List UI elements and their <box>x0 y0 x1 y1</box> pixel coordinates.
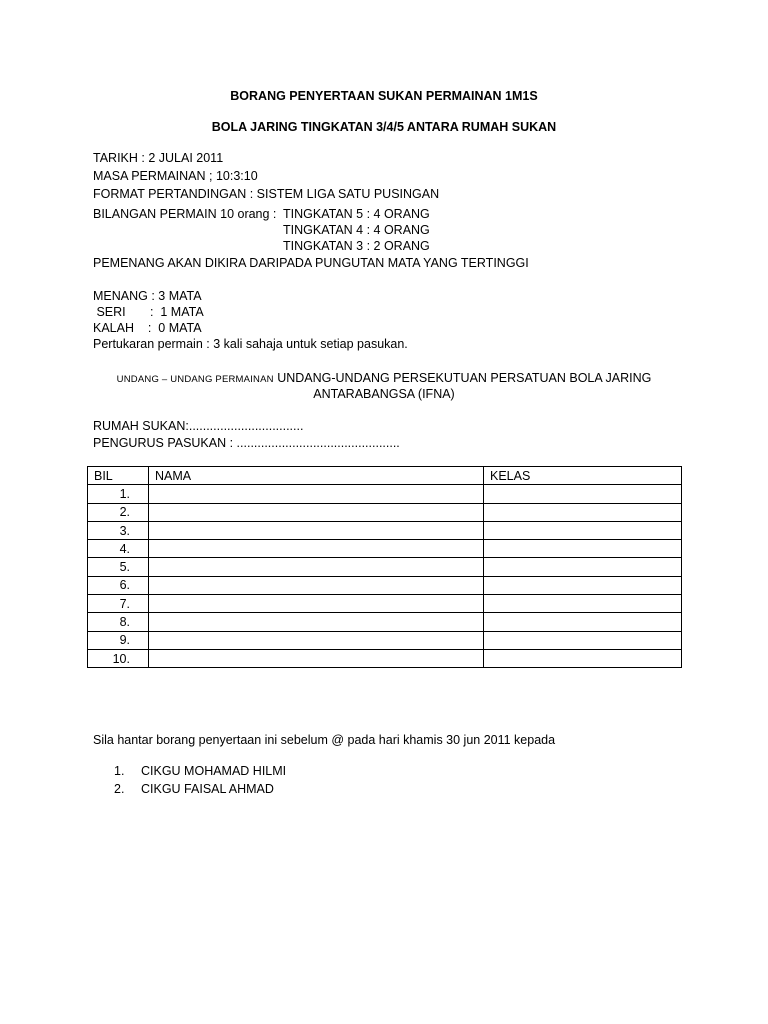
row-number: 2. <box>88 503 149 521</box>
header-kelas: KELAS <box>484 467 682 485</box>
contact-number-2: 2. <box>114 782 125 796</box>
table-row <box>88 649 682 667</box>
row-number: 8. <box>88 613 149 631</box>
substitution-rule: Pertukaran permain : 3 kali sahaja untuk setiap pasukan. <box>93 337 408 351</box>
name-cell <box>149 576 484 594</box>
row-number: 10. <box>88 649 149 667</box>
points-draw: SERI : 1 MATA <box>93 305 204 319</box>
class-cell <box>484 540 682 558</box>
manager-field: PENGURUS PASUKAN : ............................................... <box>93 436 400 450</box>
class-cell <box>484 613 682 631</box>
form-level-3: TINGKATAN 3 : 2 ORANG <box>283 239 430 253</box>
table-row <box>88 595 682 613</box>
table-row <box>88 485 682 503</box>
points-win: MENANG : 3 MATA <box>93 289 202 303</box>
table-row <box>88 613 682 631</box>
rules-line-2: ANTARABANGSA (IFNA) <box>313 387 455 401</box>
row-number: 3. <box>88 521 149 539</box>
time-line: MASA PERMAINAN ; 10:3:10 <box>93 169 258 183</box>
class-cell <box>484 649 682 667</box>
class-cell <box>484 576 682 594</box>
row-number: 1. <box>88 485 149 503</box>
name-cell <box>149 558 484 576</box>
date-line: TARIKH : 2 JULAI 2011 <box>93 151 224 165</box>
name-cell <box>149 521 484 539</box>
registration-table <box>87 466 682 668</box>
name-cell <box>149 649 484 667</box>
class-cell <box>484 558 682 576</box>
points-loss: KALAH : 0 MATA <box>93 321 202 335</box>
house-field: RUMAH SUKAN:................................. <box>93 419 304 433</box>
class-cell <box>484 631 682 649</box>
contact-name-1: CIKGU MOHAMAD HILMI <box>141 764 287 778</box>
name-cell <box>149 503 484 521</box>
class-cell <box>484 503 682 521</box>
table-row <box>88 503 682 521</box>
header-bil: BIL <box>88 467 149 485</box>
form-level-4: TINGKATAN 4 : 4 ORANG <box>283 223 430 237</box>
rules-text: UNDANG-UNDANG PERSEKUTUAN PERSATUAN BOLA JARING <box>277 371 652 385</box>
table-header-row <box>88 467 682 485</box>
winner-rule: PEMENANG AKAN DIKIRA DARIPADA PUNGUTAN MATA YANG TERTINGGI <box>93 256 529 270</box>
class-cell <box>484 521 682 539</box>
name-cell <box>149 595 484 613</box>
header-nama: NAMA <box>149 467 484 485</box>
name-cell <box>149 631 484 649</box>
form-title: BORANG PENYERTAAN SUKAN PERMAINAN 1M1S <box>230 89 538 103</box>
table-row <box>88 540 682 558</box>
contact-name-2: CIKGU FAISAL AHMAD <box>141 782 274 796</box>
table-row <box>88 521 682 539</box>
name-cell <box>149 485 484 503</box>
submission-note: Sila hantar borang penyertaan ini sebelum @ pada hari khamis 30 jun 2011 kepada <box>93 733 556 747</box>
name-cell <box>149 540 484 558</box>
rules-prefix: UNDANG – UNDANG PERMAINAN <box>116 374 274 385</box>
table-row <box>88 631 682 649</box>
row-number: 4. <box>88 540 149 558</box>
class-cell <box>484 595 682 613</box>
name-cell <box>149 613 484 631</box>
rules-line <box>0 371 768 385</box>
row-number: 9. <box>88 631 149 649</box>
row-number: 6. <box>88 576 149 594</box>
row-number: 7. <box>88 595 149 613</box>
player-count-label: BILANGAN PERMAIN 10 orang : <box>93 207 277 221</box>
row-number: 5. <box>88 558 149 576</box>
table-row <box>88 558 682 576</box>
class-cell <box>484 485 682 503</box>
form-level-5: TINGKATAN 5 : 4 ORANG <box>283 207 430 221</box>
form-subtitle: BOLA JARING TINGKATAN 3/4/5 ANTARA RUMAH SUKAN <box>211 120 557 134</box>
format-line: FORMAT PERTANDINGAN : SISTEM LIGA SATU PUSINGAN <box>93 187 440 201</box>
contact-number-1: 1. <box>114 764 125 778</box>
table-row <box>88 576 682 594</box>
